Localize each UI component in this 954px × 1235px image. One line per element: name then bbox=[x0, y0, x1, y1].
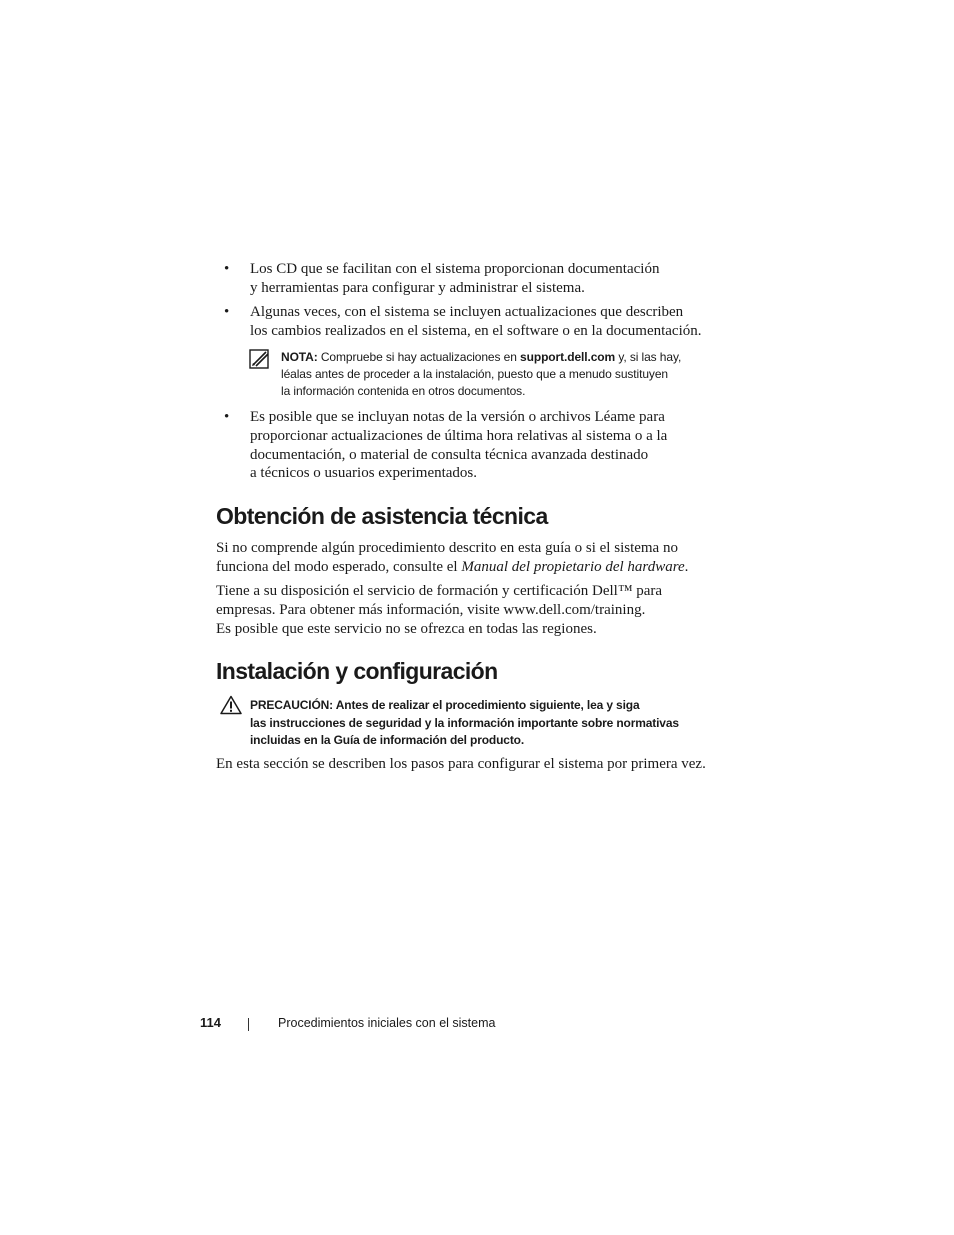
note-pencil-icon bbox=[249, 349, 271, 369]
bullet-text bbox=[250, 260, 659, 298]
bullet-line: documentación, o material de consulta técnica avanzada destinado bbox=[250, 446, 649, 463]
warning-triangle-icon bbox=[220, 695, 242, 715]
caution-line: PRECAUCIÓN: Antes de realizar el procedimiento siguiente, lea y siga bbox=[250, 698, 640, 712]
note-text bbox=[281, 349, 681, 400]
page-number: 114 bbox=[200, 1015, 221, 1030]
paragraph-line-part: empresas. Para obtener más información, visite bbox=[216, 601, 504, 618]
bullet-line: proporcionar actualizaciones de última hora relativas al sistema o a la bbox=[250, 427, 668, 444]
note-line3: la información contenida en otros documentos. bbox=[281, 384, 526, 398]
bullet-line: Algunas veces, con el sistema se incluyen actualizaciones que describen bbox=[250, 304, 684, 320]
section-heading-assistance: Obtención de asistencia técnica bbox=[216, 503, 548, 529]
training-link[interactable]: www.dell.com/training bbox=[503, 601, 642, 618]
paragraph-line-part: . bbox=[684, 558, 689, 575]
bullet-line: Es posible que se incluyan notas de la versión o archivos Léame para bbox=[250, 409, 665, 425]
paragraph-line-part: . bbox=[641, 601, 646, 618]
paragraph bbox=[216, 582, 662, 638]
paragraph-line-part: funciona del modo esperado, consulte el bbox=[216, 558, 462, 575]
bullet-marker: • bbox=[224, 304, 230, 320]
note-line1-b: y, si las hay, bbox=[615, 350, 682, 364]
bullet-text bbox=[250, 303, 702, 341]
caution-text bbox=[250, 697, 679, 750]
bullet-text bbox=[250, 408, 667, 483]
note-line2: léalas antes de proceder a la instalación, puesto que a menudo sustituyen bbox=[281, 367, 668, 381]
section-heading-installation: Instalación y configuración bbox=[216, 658, 498, 684]
paragraph-line: Es posible que este servicio no se ofrezca en todas las regiones. bbox=[216, 620, 597, 637]
bullet-line: a técnicos o usuarios experimentados. bbox=[250, 465, 478, 482]
note-line1-a: Compruebe si hay actualizaciones en bbox=[317, 350, 521, 364]
note-label: NOTA: bbox=[281, 350, 318, 364]
running-footer-title: Procedimientos iniciales con el sistema bbox=[278, 1016, 496, 1030]
paragraph-line: Si no comprende algún procedimiento descrito en esta guía o si el sistema no bbox=[216, 540, 678, 556]
caution-line: incluidas en la Guía de información del producto. bbox=[250, 733, 525, 747]
manual-title: Manual del propietario del hardware bbox=[461, 558, 685, 575]
paragraph: En esta sección se describen los pasos para configurar el sistema por primera vez. bbox=[216, 756, 706, 772]
support-link[interactable]: support.dell.com bbox=[520, 350, 616, 364]
bullet-line: los cambios realizados en el sistema, en el software o en la documentación. bbox=[250, 322, 702, 339]
bullet-line: y herramientas para configurar y administrar el sistema. bbox=[250, 279, 585, 296]
paragraph bbox=[216, 539, 688, 577]
bullet-line: Los CD que se facilitan con el sistema proporcionan documentación bbox=[250, 261, 660, 277]
paragraph-line: Tiene a su disposición el servicio de formación y certificación Dell™ para bbox=[216, 583, 663, 599]
footer-separator bbox=[248, 1018, 249, 1031]
bullet-marker: • bbox=[224, 261, 230, 277]
bullet-marker: • bbox=[224, 409, 230, 425]
caution-line: las instrucciones de seguridad y la información importante sobre normativas bbox=[250, 715, 679, 730]
